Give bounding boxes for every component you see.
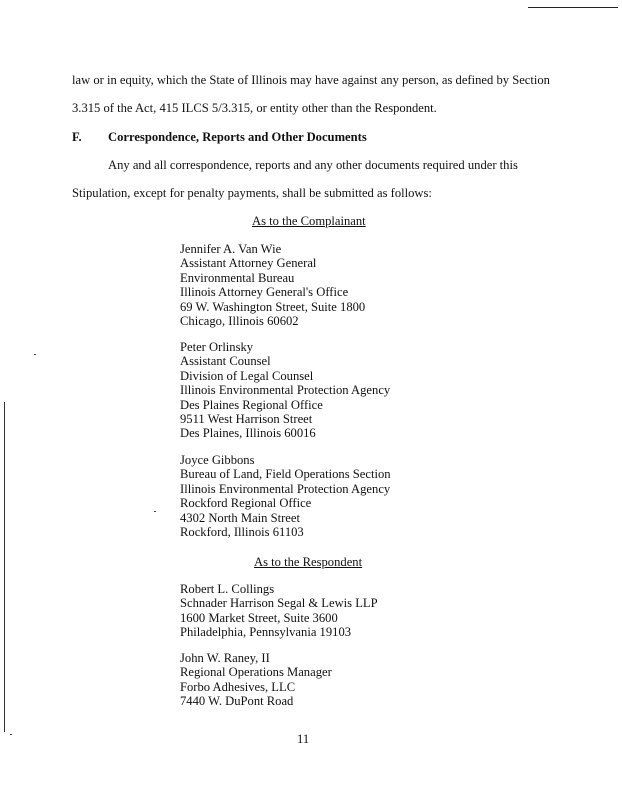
section-title: Correspondence, Reports and Other Documents bbox=[108, 130, 367, 144]
address-line: Illinois Environmental Protection Agency bbox=[180, 383, 391, 398]
complainant-heading: As to the Complainant bbox=[252, 214, 366, 228]
scan-speck bbox=[34, 354, 36, 355]
address-line: 69 W. Washington Street, Suite 1800 bbox=[180, 299, 366, 314]
address-block-gibbons bbox=[180, 453, 391, 539]
address-line: Schnader Harrison Segal & Lewis LLP bbox=[180, 596, 378, 611]
address-line: Rockford Regional Office bbox=[180, 496, 312, 511]
address-line: Des Plaines Regional Office bbox=[180, 397, 323, 412]
address-line: Philadelphia, Pennsylvania 19103 bbox=[180, 625, 352, 640]
address-line: Regional Operations Manager bbox=[180, 665, 332, 680]
paragraph-line: Stipulation, except for penalty payments, shall be submitted as follows: bbox=[72, 186, 432, 200]
address-line: Forbo Adhesives, LLC bbox=[180, 679, 296, 694]
address-line: 7440 W. DuPont Road bbox=[180, 694, 294, 709]
address-block-orlinsky bbox=[180, 340, 390, 441]
paragraph-line: Any and all correspondence, reports and any other documents required under this bbox=[108, 158, 518, 172]
address-line: 4302 North Main Street bbox=[180, 510, 300, 525]
section-letter: F. bbox=[72, 130, 82, 144]
address-line: Assistant Counsel bbox=[180, 354, 271, 369]
address-line: Des Plaines, Illinois 60016 bbox=[180, 426, 316, 441]
address-line: John W. Raney, II bbox=[180, 651, 270, 665]
address-line: Environmental Bureau bbox=[180, 270, 295, 285]
address-block-collings bbox=[180, 582, 378, 640]
address-line: Jennifer A. Van Wie bbox=[180, 242, 282, 256]
address-line: Joyce Gibbons bbox=[180, 453, 255, 467]
address-line: Division of Legal Counsel bbox=[180, 368, 314, 383]
header-rule bbox=[528, 7, 618, 8]
address-line: Rockford, Illinois 61103 bbox=[180, 525, 304, 540]
address-line: 1600 Market Street, Suite 3600 bbox=[180, 610, 338, 625]
address-line: Chicago, Illinois 60602 bbox=[180, 314, 299, 329]
address-block-van-wie bbox=[180, 242, 365, 328]
address-line: Bureau of Land, Field Operations Section bbox=[180, 467, 391, 482]
address-line: Assistant Attorney General bbox=[180, 256, 317, 271]
address-line: 9511 West Harrison Street bbox=[180, 412, 313, 427]
margin-bar bbox=[4, 402, 5, 732]
paragraph-line: law or in equity, which the State of Illinois may have against any person, as defined by Section bbox=[72, 73, 550, 87]
address-line: Illinois Attorney General's Office bbox=[180, 285, 349, 300]
address-line: Robert L. Collings bbox=[180, 582, 275, 596]
page-number: 11 bbox=[297, 732, 310, 746]
address-block-raney bbox=[180, 651, 332, 709]
scan-speck bbox=[10, 734, 12, 735]
address-line: Illinois Environmental Protection Agency bbox=[180, 481, 391, 496]
respondent-heading: As to the Respondent bbox=[254, 555, 363, 569]
paragraph-line: 3.315 of the Act, 415 ILCS 5/3.315, or entity other than the Respondent. bbox=[72, 101, 437, 115]
scan-speck bbox=[154, 511, 156, 512]
address-line: Peter Orlinsky bbox=[180, 340, 254, 354]
